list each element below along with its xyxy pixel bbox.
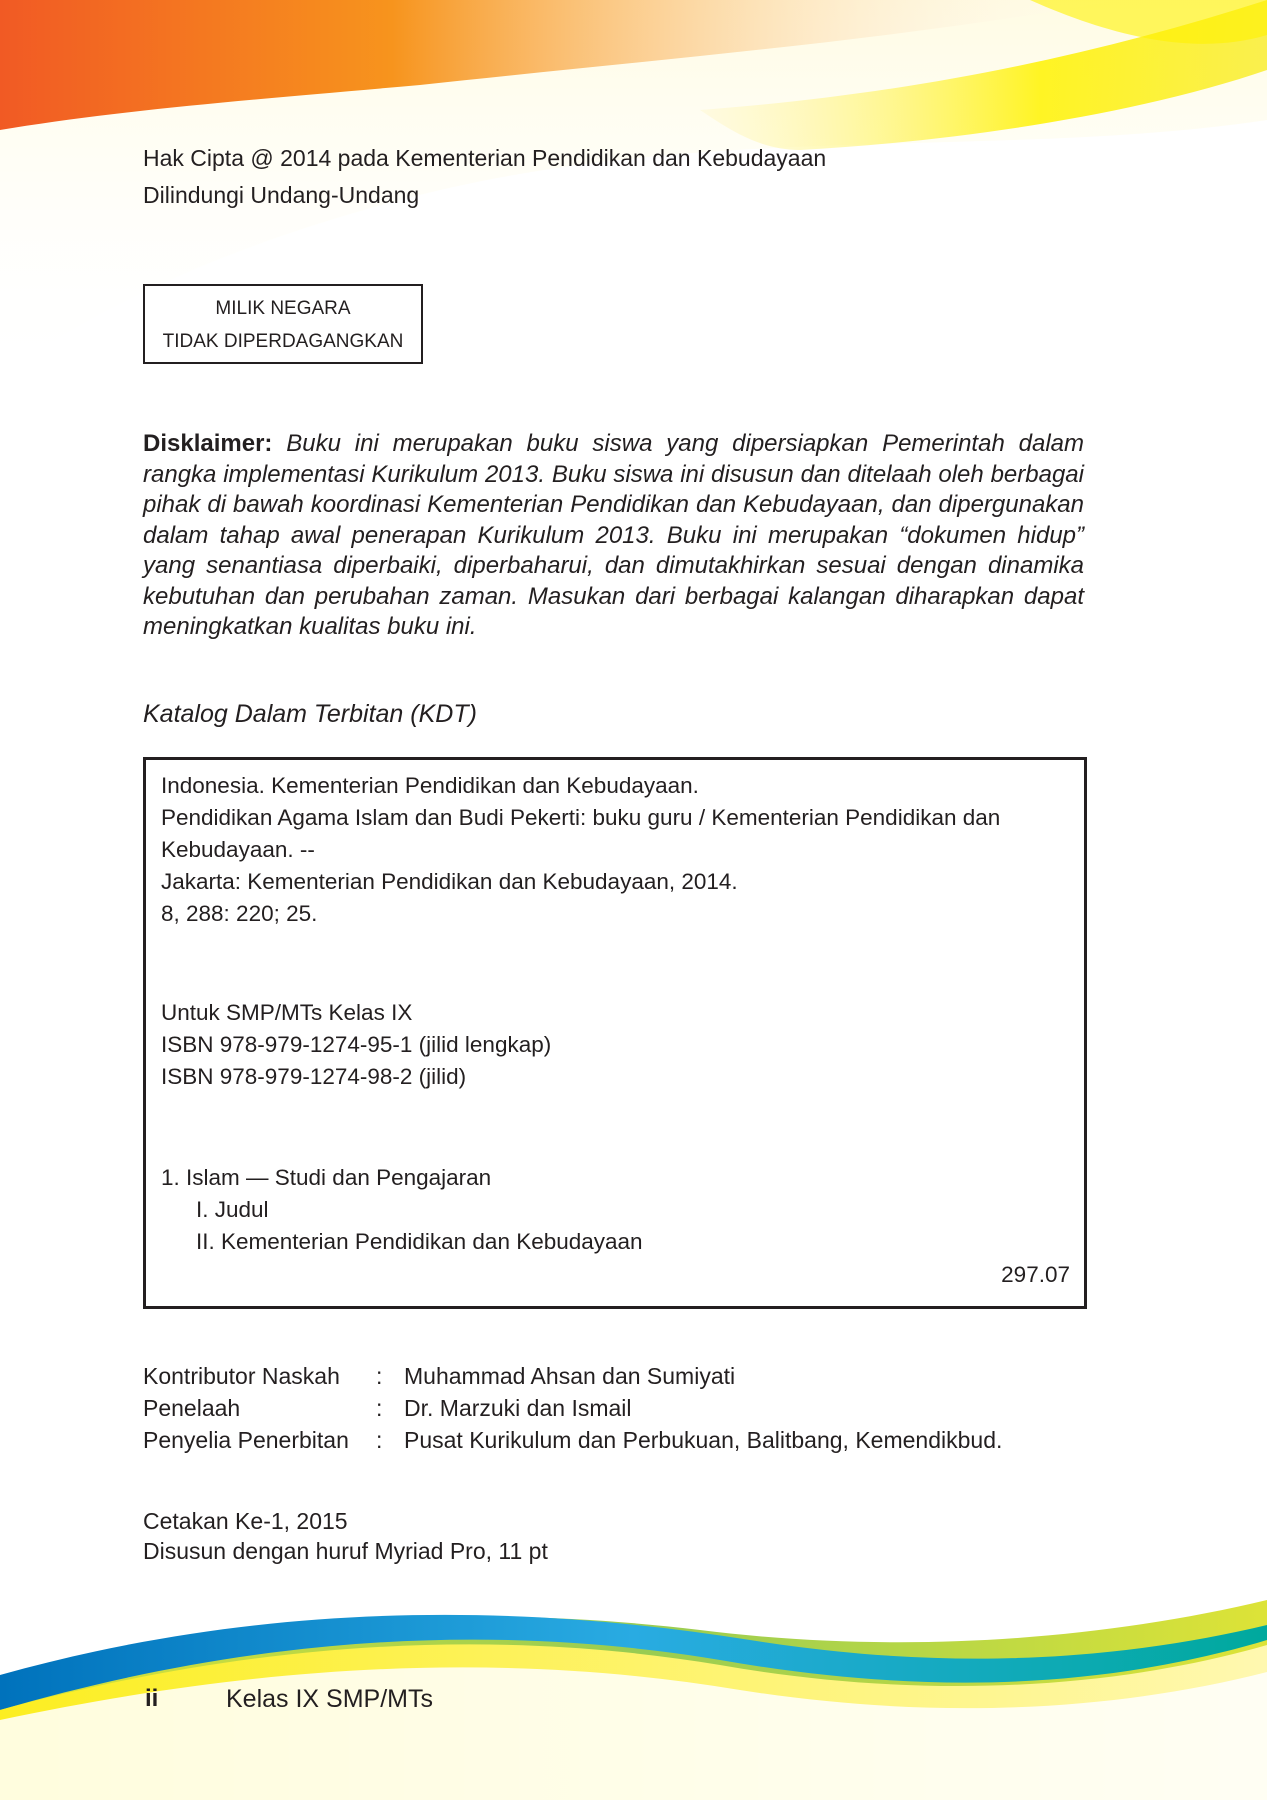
stamp-line-1: MILIK NEGARA (215, 298, 351, 319)
credit-row (143, 1360, 1002, 1392)
kdt-line: Untuk SMP/MTs Kelas IX (161, 1000, 413, 1025)
credit-colon: : (376, 1427, 383, 1453)
edition-line: Cetakan Ke-1, 2015 (143, 1508, 348, 1534)
credit-row (143, 1392, 1002, 1424)
credits-list (143, 1360, 1002, 1456)
credit-label: Penyelia Penerbitan (143, 1427, 349, 1453)
disclaimer-text: Buku ini merupakan buku siswa yang dipersiapkan Pemerintah dalam rangka implementasi Kurikulum 2013. Buku siswa ini disusun dan ditelaah oleh berbagai pihak di bawah koordinasi Kementerian Pendidikan dan Kebudayaan, dan dipergunakan dalam tahap awal penerapan Kurikulum 2013. Buku ini merupakan “dokumen hidup” yang senantiasa diperbaiki, diperbaharui, dan dimutakhirkan sesuai dengan dinamika kebutuhan dan perubahan zaman. Masukan dari berbagai kalangan diharapkan dapat meningkatkan kualitas buku ini. (143, 430, 1084, 640)
credit-label: Penelaah (143, 1395, 241, 1421)
kdt-subject-line: II. Kementerian Pendidikan dan Kebudayaan (196, 1229, 643, 1254)
footer-title: Kelas IX SMP/MTs (226, 1685, 433, 1713)
kdt-line: Kebudayaan. -- (161, 837, 315, 862)
kdt-subject-line: 1. Islam — Studi dan Pengajaran (161, 1165, 492, 1190)
copyright-line: Hak Cipta @ 2014 pada Kementerian Pendidikan dan Kebudayaan (143, 145, 827, 171)
disclaimer-paragraph (143, 429, 1084, 643)
kdt-title: Katalog Dalam Terbitan (KDT) (143, 700, 477, 728)
kdt-subject-line: I. Judul (196, 1197, 269, 1222)
state-property-stamp (143, 284, 423, 364)
page-number: ii (145, 1685, 159, 1712)
kdt-line: ISBN 978-979-1274-95-1 (jilid lengkap) (161, 1032, 552, 1057)
disclaimer-label: Disklaimer: (143, 430, 273, 457)
credit-value: Pusat Kurikulum dan Perbukuan, Balitbang, Kemendikbud. (404, 1427, 1003, 1453)
kdt-line: Pendidikan Agama Islam dan Budi Pekerti: buku guru / Kementerian Pendidikan dan (161, 805, 1001, 830)
kdt-line: 8, 288: 220; 25. (161, 901, 318, 926)
print-info (143, 1506, 548, 1566)
copyright-notice (143, 140, 826, 214)
kdt-class-number: 297.07 (1001, 1262, 1070, 1287)
kdt-line: Jakarta: Kementerian Pendidikan dan Kebudayaan, 2014. (161, 869, 738, 894)
stamp-line-2: TIDAK DIPERDAGANGKAN (162, 331, 404, 352)
credit-value: Muhammad Ahsan dan Sumiyati (404, 1363, 736, 1389)
kdt-catalog-box (143, 757, 1087, 1309)
protection-line: Dilindungi Undang-Undang (143, 182, 420, 208)
credit-label: Kontributor Naskah (143, 1363, 340, 1389)
credit-row (143, 1424, 1002, 1456)
credit-colon: : (376, 1363, 383, 1389)
credit-value: Dr. Marzuki dan Ismail (404, 1395, 632, 1421)
credit-colon: : (376, 1395, 383, 1421)
kdt-line: Indonesia. Kementerian Pendidikan dan Kebudayaan. (161, 773, 699, 798)
font-note-line: Disusun dengan huruf Myriad Pro, 11 pt (143, 1538, 548, 1564)
kdt-line: ISBN 978-979-1274-98-2 (jilid) (161, 1064, 467, 1089)
